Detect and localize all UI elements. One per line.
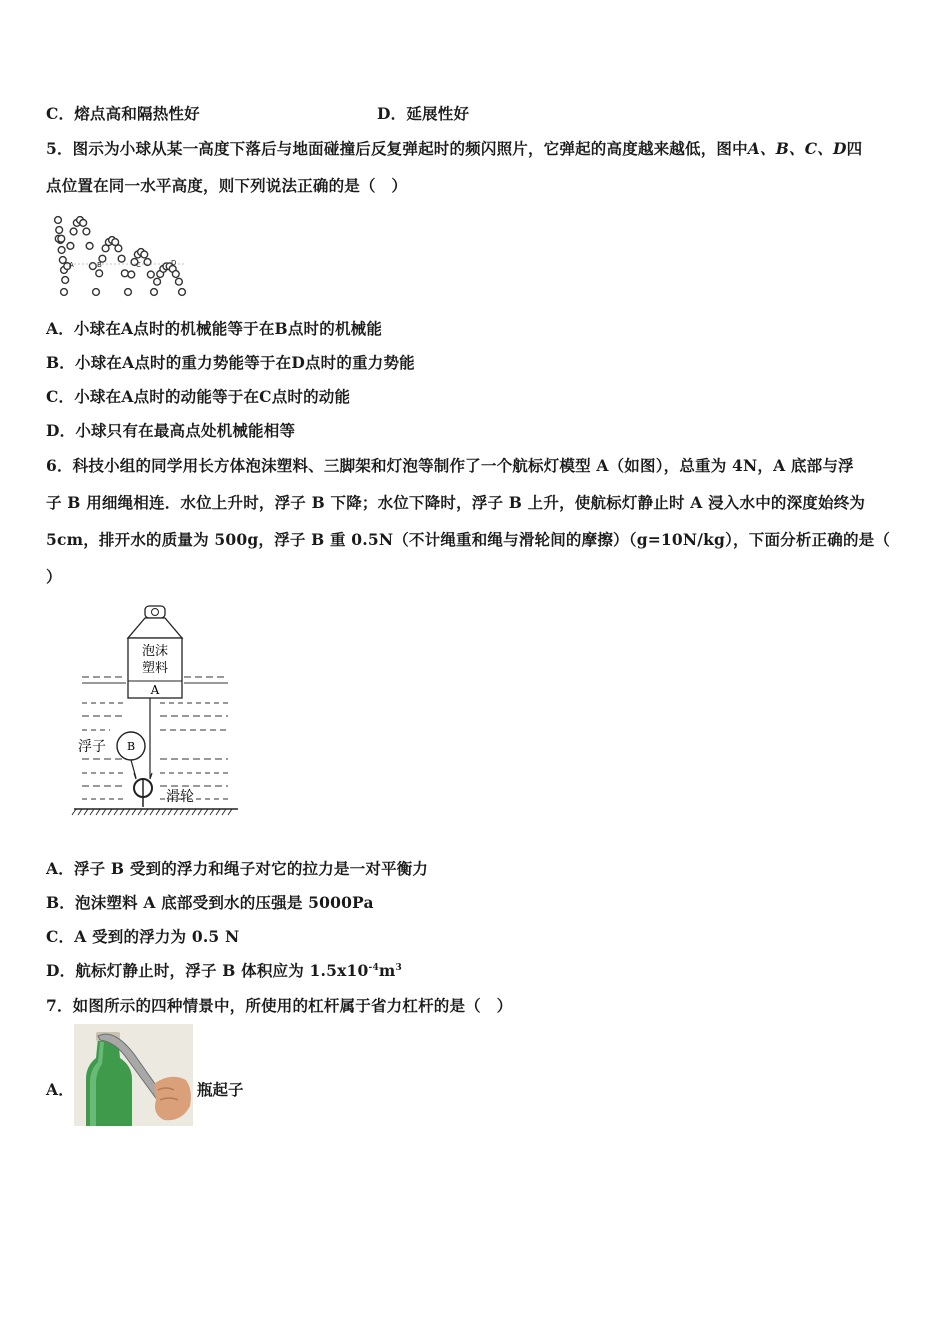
q4-option-d	[377, 102, 469, 124]
q4-option-c-text: C．熔点高和隔热性好	[46, 104, 200, 123]
hatch-mark	[180, 809, 184, 815]
pulley-label: 滑轮	[166, 789, 194, 805]
strobe-ball	[179, 289, 186, 296]
hatch-mark	[198, 809, 202, 815]
strobe-ball	[86, 243, 93, 250]
lamp-icon	[145, 606, 165, 618]
strobe-ball	[61, 289, 68, 296]
q5-stem-end: 四	[846, 139, 863, 158]
foam-label-2: 塑料	[141, 661, 169, 676]
q7-option-a-caption-text: 瓶起子	[197, 1080, 244, 1099]
q7-stem-text: 7．如图所示的四种情景中，所使用的杠杆属于省力杠杆的是（ ）	[46, 996, 513, 1015]
strobe-ball	[141, 251, 148, 258]
q6-option-d-text: D．航标灯静止时，浮子 B 体积应为 1.5x10	[46, 961, 369, 980]
float-label: 浮子	[78, 739, 106, 755]
strobe-ball	[172, 271, 179, 278]
strobe-ball	[58, 235, 65, 242]
strobe-ball	[70, 228, 77, 235]
strobe-ball	[62, 277, 69, 284]
q6-option-a-text: A．浮子 B 受到的浮力和绳子对它的拉力是一对平衡力	[46, 859, 429, 878]
strobe-ball	[144, 259, 151, 266]
strobe-ball	[125, 289, 132, 296]
strobe-ball	[67, 243, 74, 250]
strobe-ball	[55, 217, 62, 224]
hatch-mark	[204, 809, 208, 815]
strobe-ball	[80, 220, 87, 227]
q6-stem-text-4: ）	[46, 567, 62, 586]
q4-option-c	[46, 102, 200, 124]
q5-stem-text-2: 点位置在同一水平高度，则下列说法正确的是（ ）	[46, 176, 408, 195]
block-label-a: A	[150, 683, 160, 697]
navigation-light-figure	[70, 603, 245, 818]
q6-stem-line-3	[46, 528, 890, 550]
hatch-mark	[186, 809, 190, 815]
q5-option-c	[46, 385, 350, 407]
hatch-mark	[156, 809, 160, 815]
hatch-mark	[108, 809, 112, 815]
q5-stem-line-1	[46, 137, 862, 159]
strobe-ball	[118, 255, 125, 262]
q6-option-d-unit: m	[378, 961, 396, 980]
hatch-mark	[150, 809, 154, 815]
hatch-mark	[132, 809, 136, 815]
strobe-ball	[83, 228, 90, 235]
point-label-c: C	[136, 261, 141, 269]
point-label-a: A	[69, 261, 74, 269]
hatch-mark	[138, 809, 142, 815]
q6-stem-text-2: 子 B 用细绳相连．水位上升时，浮子 B 下降；水位下降时，浮子 B 上升，使航标灯静止时 A 浸入水中的深度始终为	[46, 493, 866, 512]
q6-option-b-text: B．泡沫塑料 A 底部受到水的压强是 5000Pa	[46, 893, 374, 912]
q6-option-d-exp2: 3	[395, 962, 402, 973]
hatch-mark	[78, 809, 82, 815]
q6-stem-text-3: 5cm，排开水的质量为 500g，浮子 B 重 0.5N（不计绳重和绳与滑轮间的摩擦）（g=10N/kg），下面分析正确的是（	[46, 530, 891, 549]
hatch-mark	[162, 809, 166, 815]
strobe-ball	[128, 271, 135, 278]
q6-stem-line-1	[46, 454, 854, 476]
hatch-mark	[72, 809, 76, 815]
bottle-opener-illustration	[74, 1024, 193, 1126]
hatch-mark	[126, 809, 130, 815]
hatch-mark	[216, 809, 220, 815]
q5-option-b-text: B．小球在A点时的重力势能等于在D点时的重力势能	[46, 353, 415, 372]
strobe-ball	[121, 270, 128, 277]
q5-stem-line-2	[46, 174, 407, 196]
q6-stem-line-2	[46, 491, 865, 513]
strobe-ball	[151, 289, 158, 296]
q5-option-c-text: C．小球在A点时的动能等于在C点时的动能	[46, 387, 351, 406]
q5-option-a-text: A．小球在A点时的机械能等于在B点时的机械能	[46, 319, 383, 338]
q5-option-d-text: D．小球只有在最高点处机械能相等	[46, 421, 296, 440]
hatch-mark	[90, 809, 94, 815]
q6-option-a	[46, 857, 428, 879]
q4-option-d-text: D．延展性好	[377, 104, 470, 123]
strobe-ball	[154, 278, 161, 285]
q7-option-a-caption	[197, 1078, 244, 1100]
q6-option-b	[46, 891, 374, 913]
strobe-ball	[147, 271, 154, 278]
hatch-mark	[96, 809, 100, 815]
hatch-mark	[210, 809, 214, 815]
hatch-mark	[114, 809, 118, 815]
strobe-ball	[115, 245, 122, 252]
strobe-ball	[176, 278, 183, 285]
hatch-mark	[84, 809, 88, 815]
q6-option-d	[46, 959, 402, 981]
q6-option-d-exp1: -4	[368, 962, 379, 973]
q6-stem-text-1: 6．科技小组的同学用长方体泡沫塑料、三脚架和灯泡等制作了一个航标灯模型 A（如图），总重为 4N，A 底部与浮	[46, 456, 854, 475]
q5-option-b	[46, 351, 415, 373]
q7-option-a-letter: A．	[46, 1080, 74, 1099]
q6-option-c	[46, 925, 239, 947]
tripod-shape	[128, 618, 182, 638]
strobe-ball	[59, 257, 66, 264]
point-label-b: B	[97, 261, 102, 269]
ground-hatch	[72, 809, 232, 815]
hatch-mark	[228, 809, 232, 815]
float-letter: B	[126, 740, 136, 753]
hatch-mark	[174, 809, 178, 815]
q5-option-a	[46, 317, 382, 339]
strobe-ball	[58, 247, 65, 254]
hatch-mark	[222, 809, 226, 815]
bouncing-ball-figure	[50, 212, 195, 300]
hatch-mark	[144, 809, 148, 815]
strobe-ball	[56, 227, 63, 234]
strobe-ball	[93, 289, 100, 296]
q6-option-c-text: C．A 受到的浮力为 0.5 N	[46, 927, 240, 946]
strobe-ball	[96, 270, 103, 277]
bottle-opener-photo	[74, 1024, 193, 1126]
hatch-mark	[102, 809, 106, 815]
hatch-mark	[168, 809, 172, 815]
q5-option-d	[46, 419, 295, 441]
q5-stem-points: A、B、C、D	[747, 139, 847, 158]
q7-stem	[46, 994, 512, 1016]
q7-option-a-label	[46, 1078, 74, 1100]
q6-stem-line-4	[46, 565, 62, 587]
point-label-d: D	[171, 259, 177, 267]
hatch-mark	[192, 809, 196, 815]
hatch-mark	[120, 809, 124, 815]
q5-stem-text: 5．图示为小球从某一高度下落后与地面碰撞后反复弹起时的频闪照片，它弹起的高度越来越低，图中	[46, 139, 748, 158]
foam-label-1: 泡沫	[141, 644, 169, 659]
